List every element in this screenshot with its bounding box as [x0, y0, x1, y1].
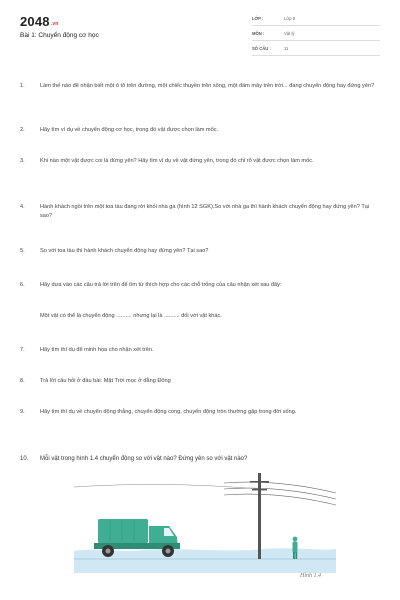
question-text: Trả lời câu hỏi ở đầu bài: Mặt Trời mọc ở đằng Đông	[40, 378, 171, 384]
question-number: 5.	[20, 248, 25, 254]
question-text: Làm thế nào để nhận biết một ô tô trên đường, một chiếc thuyền trên sông, một đám mây trên trời... đang chuyển động hay đứng yên?	[40, 83, 375, 89]
question-number: 2.	[20, 127, 25, 133]
question-text: Hãy dựa vào các câu trả lời trên để tìm từ thích hợp cho các chỗ trống của câu nhận xét sau đây:	[40, 282, 282, 288]
meta-value: 11	[284, 46, 289, 51]
page-header	[0, 0, 400, 64]
question-text: So với toa tàu thì hành khách chuyển động hay đứng yên? Tại sao?	[40, 248, 209, 254]
meta-question-count	[252, 44, 380, 56]
question-text: Khi nào một vật được coi là đứng yên? Hãy tìm ví dụ về vật đứng yên, trong đó chỉ rõ vật được chọn làm mốc.	[40, 158, 314, 164]
question-text: Mỗi vật trong hình 1.4 chuyển động so với vật nào? Đứng yên so với vật nào?	[40, 456, 248, 462]
power-line	[224, 494, 336, 505]
fill-in-sentence: Một vật có thể là chuyển động .......... nhưng lại là .......... đối với vật khác.	[40, 313, 222, 319]
figure-illustration	[74, 467, 336, 585]
question-text: Hãy tìm thí dụ để minh họa cho nhận xét trên.	[40, 347, 154, 353]
figure-caption: Hình 1.4	[300, 573, 321, 579]
meta-label: MÔN :	[252, 31, 265, 36]
question-number: 3.	[20, 158, 25, 164]
question-number: 7.	[20, 347, 25, 353]
lesson-title: Bài 1: Chuyển động cơ học	[20, 32, 99, 39]
meta-grade	[252, 14, 380, 26]
question-number: 6.	[20, 282, 25, 288]
figure-1-4	[74, 467, 336, 585]
logo-text: 2048	[20, 14, 50, 29]
meta-value: Vật lý	[284, 31, 295, 36]
power-line	[224, 488, 336, 499]
meta-subject	[252, 29, 380, 41]
logo-suffix: .vn	[50, 21, 59, 27]
truck-cargo	[98, 519, 148, 543]
question-number: 9.	[20, 409, 25, 415]
electric-pole	[250, 473, 269, 559]
meta-label: LỚP :	[252, 16, 264, 21]
question-number: 10.	[20, 456, 29, 462]
question-number: 1.	[20, 83, 25, 89]
question-number: 8.	[20, 378, 25, 384]
question-number: 4.	[20, 204, 25, 210]
site-logo[interactable]	[20, 14, 59, 29]
question-text: Hành khách ngồi trên một toa tàu đang rời khỏi nhà ga (hình 12 SGK).So với nhà ga thì hành khách chuyển động hay đứng yên? Tại sao?	[40, 204, 370, 219]
meta-label: SỐ CÂU :	[252, 46, 271, 51]
question-text: Hãy tìm thí dụ về chuyển động thẳng, chuyển động cong, chuyển động tròn thường gặp trong đời sống.	[40, 409, 297, 415]
meta-value: Lớp 8	[284, 16, 295, 21]
question-text: Hãy tìm ví dụ về chuyển động cơ học, trong đó vật được chọn làm mốc.	[40, 127, 219, 133]
